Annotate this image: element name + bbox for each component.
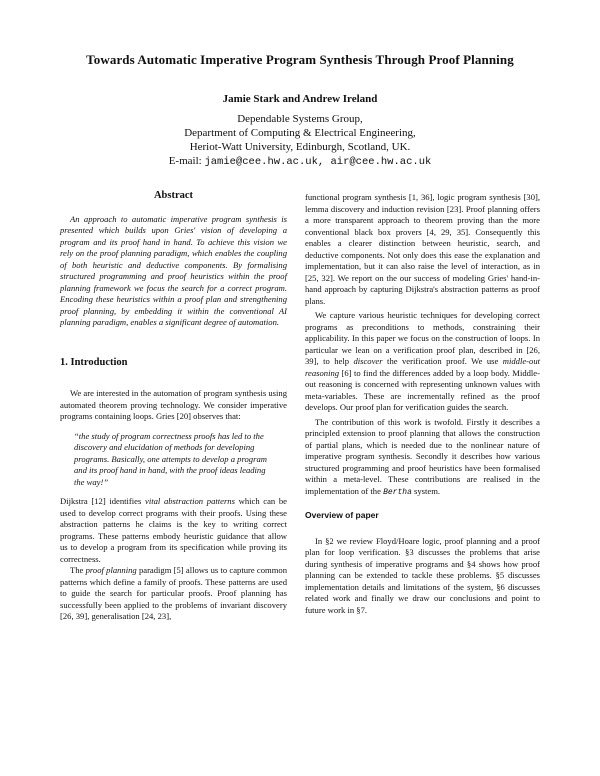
intro-paragraph-3-continued: functional program synthesis [1, 36], logic program synthesis [30], lemma discovery and induction revision [23]. Proof planning offers a more transparent approach to theorem proving than the more conventional black box provers [4, 29, 35]. Consequently this enables a clearer distinction between heuristic, search, and deductive components. Not only does this ease the explanation and implementation, but it can also raise the level of interaction, as in [25, 32]. We report on the our success of modeling Gries' hand-in-hand approach by capturing Dijkstra's abstraction patterns as proof plans. xyxy=(305,192,540,306)
left-column xyxy=(60,190,287,623)
abstract-heading: Abstract xyxy=(153,190,194,201)
intro-paragraph-5: The contribution of this work is twofold. Firstly it describes a principled extension to proof planning that allows the construction of partial plans, which is needed due to the nonlinear nature of imperative program synthesis. Secondly it describes how various structured programming and proof heuristics have been formalised within a meta-level. These contributions are realised in the implementation of the Bertha system. xyxy=(305,416,540,497)
paper-authors: Jamie Stark and Andrew Ireland xyxy=(222,93,378,105)
system-name: Bertha xyxy=(383,487,412,497)
intro-paragraph-4: We capture various heuristic techniques for developing correct programs as preconditions to methods, constraining their applicability. In this paper we focus on the construction of loops. In particular we lean on a verification proof plan, described in [26, 39], to help discover the verification proof. We use middle-out reasoning [6] to find the differences added by a loop body. Middle-out reasoning is concerned with representing unknown values with meta-variables. These are incrementally refined as the proof develops. Our proof plan for verification guides the search. xyxy=(305,310,540,412)
intro-paragraph-3: The proof planning paradigm [5] allows us to capture common patterns which define a family of proofs. These patterns are used to guide the search for particular proofs. Proof planning has successfully been applied to the problems of invariant discovery [26, 39], generalisation [24, 23], xyxy=(60,565,287,621)
paper-title: Towards Automatic Imperative Program Synthesis Through Proof Planning xyxy=(86,52,514,67)
abstract-text: An approach to automatic imperative program synthesis is presented which builds upon Gries' vision of developing a program and its proof hand in hand. To achieve this vision we rely on the proof planning paradigm, which enables the coupling of both heuristic and deductive components. By formalising structured programming and proof heuristics within the proof planning framework we focus the search for a correct program. Encoding these heuristics within a proof plan and strengthening proof planning, by embedding it within the conventional AI planning paradigm, enables a significant degree of automation. xyxy=(60,213,287,327)
affiliation-group: Dependable Systems Group, xyxy=(237,113,363,125)
affiliation-email-line xyxy=(0,155,600,168)
intro-paragraph-2: Dijkstra [12] identifies vital abstraction patterns which can be used to develop correct programs with their proofs. Using these abstraction patterns he claims is the key to writing correct programs. These patterns embody heuristic guidance that allow us to develop a program from its specification while proving its correctness. xyxy=(60,496,287,564)
overview-paragraph: In §2 we review Floyd/Hoare logic, proof planning and a proof plan for loop verification. §3 discusses the problems that arise during synthesis of imperative programs and §4 shows how proof planning can be extended to tackle these problems. §5 discusses implementation details and limitations of the system, §6 discusses related work and finally we draw our conclusions and point to future work in §7. xyxy=(305,535,540,615)
email-addresses: jamie@cee.hw.ac.uk, air@cee.hw.ac.uk xyxy=(204,156,432,168)
right-column xyxy=(305,192,540,616)
email-label: E-mail: xyxy=(168,155,202,167)
affiliation-department: Department of Computing & Electrical Engineering, xyxy=(184,127,416,139)
affiliation-university: Heriot-Watt University, Edinburgh, Scotland, UK. xyxy=(189,141,411,153)
subsection-heading-overview: Overview of paper xyxy=(305,510,379,520)
gries-quote: “the study of program correctness proofs has led to the discovery and elucidation of methods for developing programs. Basically, one attempts to develop a program and its proof hand in hand, with the proof ideas leading the way!” xyxy=(74,430,267,487)
section-heading-introduction: 1. Introduction xyxy=(60,356,128,368)
intro-paragraph-1: We are interested in the automation of program synthesis using automated theorem proving technology. We consider imperative programs containing loops. Gries [20] observes that: xyxy=(60,388,287,421)
